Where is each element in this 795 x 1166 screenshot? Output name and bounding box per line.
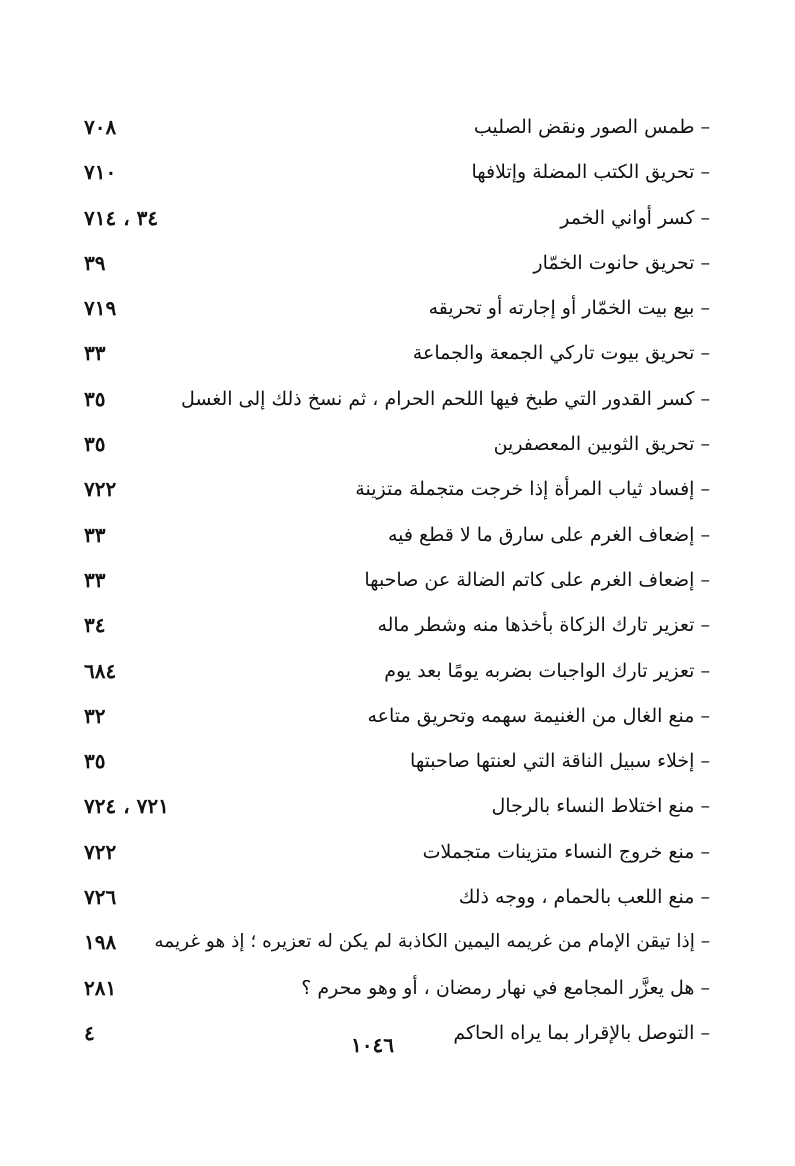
entry-page-reference: ٣٤ ، ٧١٤ [84, 205, 159, 230]
entry-topic: – طمس الصور ونقض الصليب [473, 116, 710, 138]
entry-page-reference: ٧١٩ [84, 296, 117, 321]
index-entry [70, 425, 710, 470]
index-entry [70, 652, 710, 697]
entry-page-reference: ٧٢٢ [84, 477, 117, 502]
index-entry [70, 561, 710, 606]
index-entry [70, 470, 710, 515]
entry-topic: – كسر أواني الخمر [560, 206, 710, 229]
index-entry [70, 289, 710, 334]
entry-page-reference: ٧٠٨ [84, 115, 117, 139]
index-entry [70, 244, 710, 289]
entry-topic: – التوصل بالإقرار بما يراه الحاكم [453, 1021, 710, 1044]
entry-topic: – إذا تيقن الإمام من غريمه اليمين الكاذبة لم يكن له تعزيره ؛ إذ هو غريمه [154, 931, 710, 953]
entry-page-reference: ٣٥ [84, 386, 106, 411]
entry-page-reference: ٧٢٢ [84, 839, 117, 864]
entry-topic: – هل يعزَّر المجامع في نهار رمضان ، أو وهو محرم ؟ [301, 976, 710, 999]
entry-topic: – إفساد ثياب المرأة إذا خرجت متجملة متزينة [355, 478, 710, 501]
index-entry [70, 380, 710, 425]
index-entry [70, 878, 710, 923]
entry-page-reference: ٣٥ [84, 432, 106, 457]
entry-page-reference: ٣٣ [84, 567, 106, 592]
entry-topic: – منع الغال من الغنيمة سهمه وتحريق متاعه [367, 704, 710, 727]
index-entry [70, 199, 710, 244]
entry-page-reference: ٣٥ [84, 749, 106, 774]
entry-page-reference: ٣٤ [84, 613, 106, 638]
index-entries-list [70, 108, 710, 1059]
entry-topic: – تحريق الثوبين المعصفرين [493, 433, 710, 456]
index-entry [70, 833, 710, 878]
entry-topic: – تحريق حانوت الخمّار [533, 251, 710, 274]
entry-page-reference: ١٩٨ [84, 930, 117, 955]
entry-topic: – تحريق الكتب المضلة وإتلافها [471, 161, 710, 184]
index-entry [70, 516, 710, 561]
entry-topic: – بيع بيت الخمّار أو إجارته أو تحريقه [428, 297, 710, 320]
entry-page-reference: ٢٨١ [84, 975, 117, 1000]
index-entry [70, 923, 710, 968]
entry-topic: – تحريق بيوت تاركي الجمعة والجماعة [412, 342, 710, 365]
entry-topic: – إضعاف الغرم على سارق ما لا قطع فيه [387, 523, 710, 546]
entry-page-reference: ٣٩ [84, 250, 106, 275]
entry-page-reference: ٧٢٦ [84, 885, 117, 910]
entry-topic: – إضعاف الغرم على كاتم الضالة عن صاحبها [364, 568, 710, 591]
index-entry [70, 334, 710, 379]
entry-topic: – تعزير تارك الواجبات بضربه يومًا بعد يوم [384, 659, 710, 682]
entry-page-reference: ٣٢ [84, 703, 106, 728]
entry-topic: – منع اللعب بالحمام ، ووجه ذلك [458, 886, 710, 909]
index-entry [70, 606, 710, 651]
index-entry [70, 742, 710, 787]
page-number: ١٠٤٦ [351, 1033, 394, 1057]
entry-topic: – تعزير تارك الزكاة بأخذها منه وشطر ماله [377, 614, 710, 637]
entry-page-reference: ٧٢١ ، ٧٢٤ [84, 794, 169, 819]
index-entry [70, 969, 710, 1014]
index-entry [70, 108, 710, 153]
entry-page-reference: ٧١٠ [84, 160, 117, 185]
entry-topic: – كسر القدور التي طبخ فيها اللحم الحرام ، ثم نسخ ذلك إلى الغسل [180, 387, 710, 410]
entry-topic: – منع خروج النساء متزينات متجملات [422, 840, 710, 863]
index-entry [70, 697, 710, 742]
entry-page-reference: ٣٣ [84, 522, 106, 547]
entry-page-reference: ٦٨٤ [84, 658, 117, 683]
index-entry [70, 153, 710, 198]
entry-page-reference: ٣٣ [84, 341, 106, 366]
entry-page-reference: ٤ [84, 1020, 95, 1045]
entry-topic: – منع اختلاط النساء بالرجال [491, 795, 710, 818]
entry-topic: – إخلاء سبيل الناقة التي لعنتها صاحبتها [410, 750, 710, 773]
index-entry [70, 787, 710, 832]
